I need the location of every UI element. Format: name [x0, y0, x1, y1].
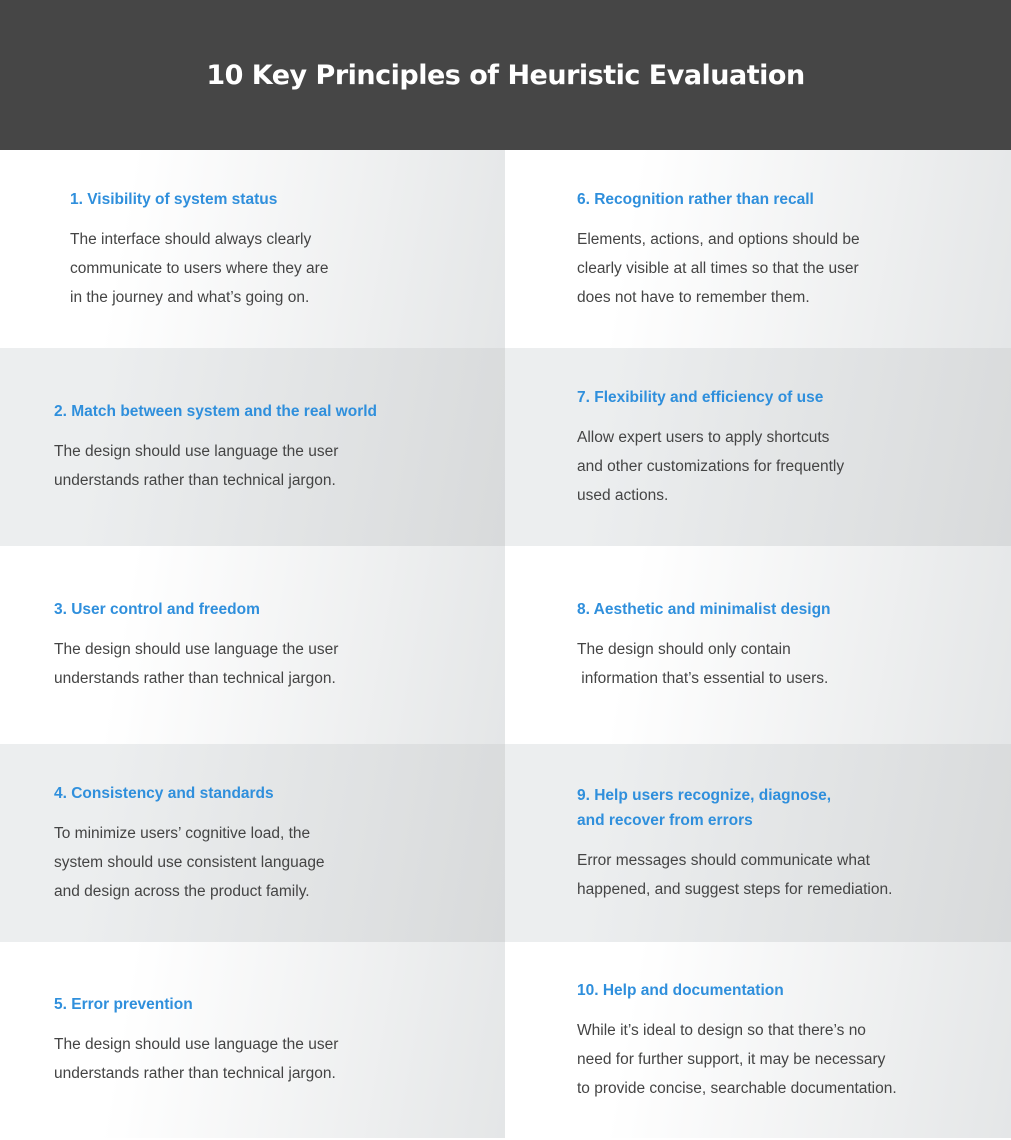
principle-title	[577, 385, 1011, 410]
principle-title-line: 7. Flexibility and efficiency of use	[577, 388, 824, 406]
principle-description-line: in the journey and what’s going on.	[70, 288, 310, 306]
principle-description-line: The interface should always clearly	[70, 230, 312, 248]
principle-description	[54, 437, 505, 495]
principle-card	[0, 546, 505, 744]
principle-description-line: While it’s ideal to design so that there’s no	[577, 1021, 866, 1039]
principle-description	[54, 1030, 505, 1088]
principle-description-line: communicate to users where they are	[70, 259, 329, 277]
principle-description-line: need for further support, it may be necessary	[577, 1050, 886, 1068]
principle-description-line: The design should use language the user	[54, 1036, 339, 1053]
principle-description	[577, 846, 1011, 904]
principle-title-line: 8. Aesthetic and minimalist design	[577, 601, 831, 618]
principle-description-line: Allow expert users to apply shortcuts	[577, 428, 830, 446]
principle-description-line: and other customizations for frequently	[577, 457, 845, 475]
principle-description-line: Error messages should communicate what	[577, 851, 870, 869]
principle-description-line: The design should use language the user	[54, 443, 339, 460]
principle-description-line: information that’s essential to users.	[577, 670, 829, 687]
principle-description-line: Elements, actions, and options should be	[577, 230, 860, 248]
principle-description-line: The design should only contain	[577, 641, 791, 658]
principle-card	[0, 942, 505, 1138]
principle-description	[577, 1016, 1011, 1103]
principle-title-line: 10. Help and documentation	[577, 981, 784, 999]
principles-grid	[0, 150, 1011, 1140]
principle-card	[505, 150, 1011, 348]
principle-title	[54, 597, 505, 622]
principle-title-line: 6. Recognition rather than recall	[577, 190, 814, 208]
principle-title-line: 5. Error prevention	[54, 996, 193, 1013]
principle-description-line: To minimize users’ cognitive load, the	[54, 824, 311, 842]
principle-title	[54, 781, 505, 806]
principle-description-line: does not have to remember them.	[577, 288, 810, 306]
principle-title	[54, 992, 505, 1017]
principle-description-line: system should use consistent language	[54, 853, 325, 871]
principle-description-line: clearly visible at all times so that the user	[577, 259, 859, 277]
principle-title	[577, 783, 1011, 833]
principle-description	[54, 819, 505, 906]
principle-title-line: 4. Consistency and standards	[54, 784, 274, 802]
principle-card	[505, 546, 1011, 744]
principle-title-line: 9. Help users recognize, diagnose,	[577, 786, 832, 804]
principle-title	[70, 187, 505, 212]
principle-description-line: The design should use language the user	[54, 641, 339, 658]
principle-description-line: to provide concise, searchable documentation.	[577, 1079, 897, 1097]
principle-description-line: used actions.	[577, 486, 669, 504]
principle-description-line: understands rather than technical jargon.	[54, 472, 336, 489]
principle-card	[0, 150, 505, 348]
principle-card	[0, 348, 505, 546]
principle-title	[577, 597, 1011, 622]
principle-card	[505, 348, 1011, 546]
principle-title	[577, 978, 1011, 1003]
principle-title-line: 2. Match between system and the real world	[54, 403, 378, 420]
page-title: 10 Key Principles of Heuristic Evaluation	[206, 59, 805, 91]
principle-card	[505, 744, 1011, 942]
principle-description	[54, 635, 505, 693]
principle-description-line: and design across the product family.	[54, 882, 310, 900]
principle-description	[577, 225, 1011, 312]
principle-description	[577, 423, 1011, 510]
principle-description	[70, 225, 505, 312]
principle-title	[577, 187, 1011, 212]
principle-description-line: understands rather than technical jargon.	[54, 670, 336, 687]
principle-card	[505, 942, 1011, 1138]
principle-title-line: and recover from errors	[577, 811, 753, 829]
header	[0, 0, 1011, 150]
principle-card	[0, 744, 505, 942]
principle-description	[577, 635, 1011, 693]
principle-description-line: happened, and suggest steps for remediation.	[577, 880, 893, 898]
principle-title	[54, 399, 505, 424]
principle-description-line: understands rather than technical jargon.	[54, 1065, 336, 1082]
principle-title-line: 1. Visibility of system status	[70, 190, 278, 208]
principle-title-line: 3. User control and freedom	[54, 601, 260, 618]
